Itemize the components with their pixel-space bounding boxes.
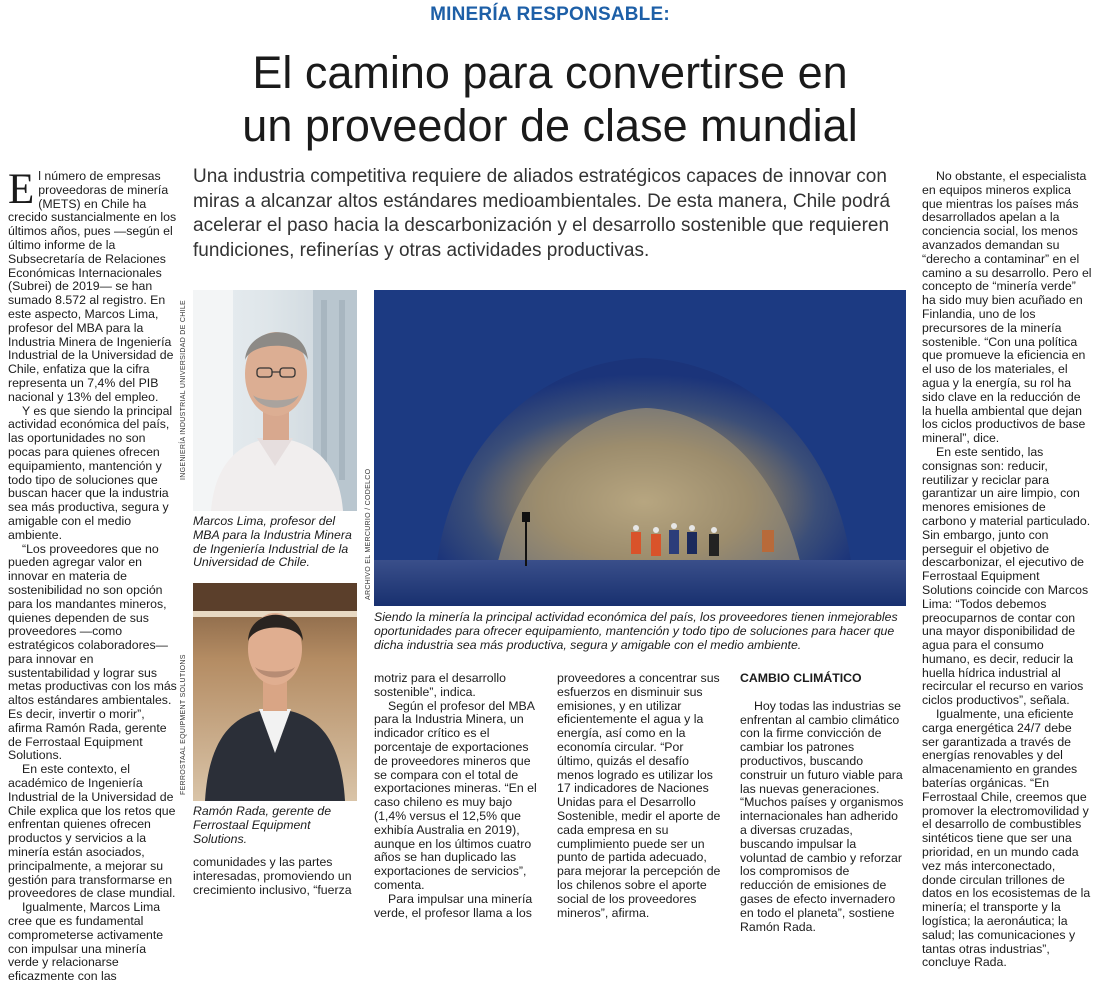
- photo-credit: FERROSTAAL EQUIPMENT SOLUTIONS: [180, 654, 187, 795]
- paragraph: “Los proveedores que no pueden agregar valor en innovar en materia de sostenibilidad no son opción para los mandantes mineros, quienes dependen de sus proveedores —como estratégicos colaboradores— para innovar en sustentabilidad y lograr sus metas productivas con los más altos estándares ambientales. Es decir, invertir o morir”, afirma Ramón Rada, gerente de Ferrostaal Equipment Solutions.: [8, 541, 177, 763]
- deck-paragraph: Una industria competitiva requiere de aliados estratégicos capaces de innovar con miras a alcanzar altos estándares medioambientales. De esta manera, Chile podrá acelerar el paso hacia la descarbonización y el desarrollo sostenible que requieren fundiciones, refinerías y otras actividades productivas.: [193, 166, 891, 261]
- tunnel-photo-image: [374, 290, 906, 606]
- headline: [0, 46, 1100, 152]
- photo-credit: INGENIERÍA INDUSTRIAL UNIVERSIDAD DE CHILE: [180, 300, 187, 480]
- headline-line-2: un proveedor de clase mundial: [242, 100, 858, 151]
- paragraph-intro-text: l número de empresas proveedoras de minería (METS) en Chile ha crecido sustancialmente en los últimos años, pues —según el último informe de la Subsecretaría de Relaciones Económicas Internacionales (Subrei) de 2019— se han sumado 8.572 al registro. En este aspecto, Marcos Lima, profesor del MBA para la Industria Minera de Ingeniería Industrial de la Universidad de Chile, enfatiza que la cifra representa un 7,4% del PIB nacional y 13% del empleo.: [8, 169, 177, 404]
- paragraph: Igualmente, una eficiente carga energética 24/7 debe ser garantizada a través de energías renovables y del almacenamiento en grandes baterías orgánicas. “En Ferrostaal Chile, creemos que promover la electromovilidad y el desarrollo de combustibles sintéticos tiene que ser una prioridad, en un mundo cada vez más interconectado, donde circulan trillones de datos en los ecosistemas de la minería; el transporte y la logística; la aeronáutica; la salud; las comunicaciones y tantas otras industrias”, concluye Rada.: [922, 707, 1091, 970]
- dropcap: E: [8, 166, 35, 213]
- paragraph: Hoy todas las industrias se enfrentan al cambio climático con la firme convicción de cambiar los patrones productivos, buscando construir un futuro viable para las nuevas generaciones. “Muchos países y organismos internacionales han adherido a diversas cruzadas, buscando impulsar la voluntad de cambio y reforzar los compromisos de reducción de emisiones de gases de efecto invernadero en todo el planeta”, sostiene Ramón Rada.: [740, 698, 904, 934]
- photo-credit: ARCHIVO EL MERCURIO / CODELCO: [365, 468, 372, 600]
- section-kicker: MINERÍA RESPONSABLE:: [430, 4, 670, 25]
- headline-line-1: El camino para convertirse en: [252, 47, 848, 98]
- paragraph: En este sentido, las consignas son: reducir, reutilizar y reciclar para garantizar un aire limpio, con menores emisiones de carbono y material particulado. Sin embargo, junto con perseguir el objetivo de descarbonizar, el ejecutivo de Ferrostaal Equipment Solutions coincide con Marcos Lima: “Todos debemos preocuparnos de contar con una mayor disponibilidad de agua para el consumo humano, es decir, reducir la huella hídrica industrial al recircular el recurso en varios ciclos productivos”, señala.: [922, 444, 1091, 708]
- portrait-marcos-lima: [193, 290, 357, 511]
- paragraph: No obstante, el especialista en equipos mineros explica que mientras los países más desarrollados apelan a la conciencia social, los menos avanzados demandan su “derecho a contaminar” en el camino a su desarrollo. Pero el concepto de “minería verde” ha sido muy bien acuñado en Finlandia, uno de los precursores de la minería sostenible. “Con una política que promueve la eficiencia en el uso de los materiales, el agua y la energía, su rol ha sido clave en la reducción de la huella ambiental que dejan los ciclos productivos de base mineral”, dice.: [922, 169, 1092, 446]
- paragraph: Y es que siendo la principal actividad económica del país, las oportunidades no son pocas para quienes ofrecen equipamiento, mantención y todo tipo de soluciones que buscan hacer que la industria sea más productiva, segura y amigable con el medio ambiente.: [8, 403, 173, 542]
- photo-caption: Siendo la minería la principal actividad económica del país, los proveedores tienen inmejorables oportunidades para ofrecer equipamiento, mantención y todo tipo de soluciones para hacer que dicha industria sea más productiva, segura y amigable con el medio ambiente.: [374, 610, 898, 652]
- portrait-ramon-rada-image: [193, 583, 357, 801]
- paragraph-intro: [8, 166, 178, 405]
- section-subhead: CAMBIO CLIMÁTICO: [740, 671, 862, 685]
- paragraph: motriz para el desarrollo sostenible”, indica.: [374, 671, 506, 699]
- portrait-ramon-rada: [193, 583, 357, 801]
- portrait-marcos-lima-image: [193, 290, 357, 511]
- column-2: [193, 856, 355, 897]
- paragraph: Para impulsar una minería verde, el profesor llama a los: [374, 891, 533, 920]
- photo-caption: Marcos Lima, profesor del MBA para la Industria Minera de Ingeniería Industrial de la Universidad de Chile.: [193, 514, 352, 570]
- paragraph: En este contexto, el académico de Ingeniería Industrial de la Universidad de Chile explica que los retos que enfrentan quienes ofrecen productos y servicios a la minería están asociados, principalmente, a mejorar su gestión para transformarse en proveedores de clase mundial.: [8, 762, 176, 901]
- paragraph: Según el profesor del MBA para la Industria Minera, un indicador crítico es el porcentaje de exportaciones de proveedores mineros que se compara con el total de exportaciones mineras. “En el caso chileno es muy bajo (1,4% versus el 12,5% que exhibía Australia en 2019), aunque en los últimos cuatro años se han duplicado las exportaciones de servicios”, comenta.: [374, 698, 537, 892]
- photo-caption: Ramón Rada, gerente de Ferrostaal Equipment Solutions.: [193, 804, 332, 846]
- tunnel-photo: [374, 290, 906, 606]
- paragraph: Igualmente, Marcos Lima cree que es fundamental comprometerse activamente con impulsar una minería verde y relacionarse eficazmente con las: [8, 900, 164, 984]
- column-5: [740, 672, 906, 934]
- column-1: [8, 166, 178, 984]
- paragraph: comunidades y las partes interesadas, promoviendo un crecimiento inclusivo, “fuerza: [193, 855, 352, 897]
- column-4: [557, 672, 722, 920]
- column-6: [922, 170, 1092, 970]
- column-3: [374, 672, 539, 920]
- paragraph: proveedores a concentrar sus esfuerzos en disminuir sus emisiones, y en utilizar eficientemente el agua y la energía, así como en la economía circular. “Por último, quizás el desafío menos logrado es utilizar los 17 indicadores de Naciones Unidas para el Desarrollo Sostenible, medir el aporte de cada empresa en su cumplimiento puede ser un punto de partida adecuado, para mejorar la percepción de los chilenos sobre el aporte social de los proveedores mineros”, afirma.: [557, 671, 721, 920]
